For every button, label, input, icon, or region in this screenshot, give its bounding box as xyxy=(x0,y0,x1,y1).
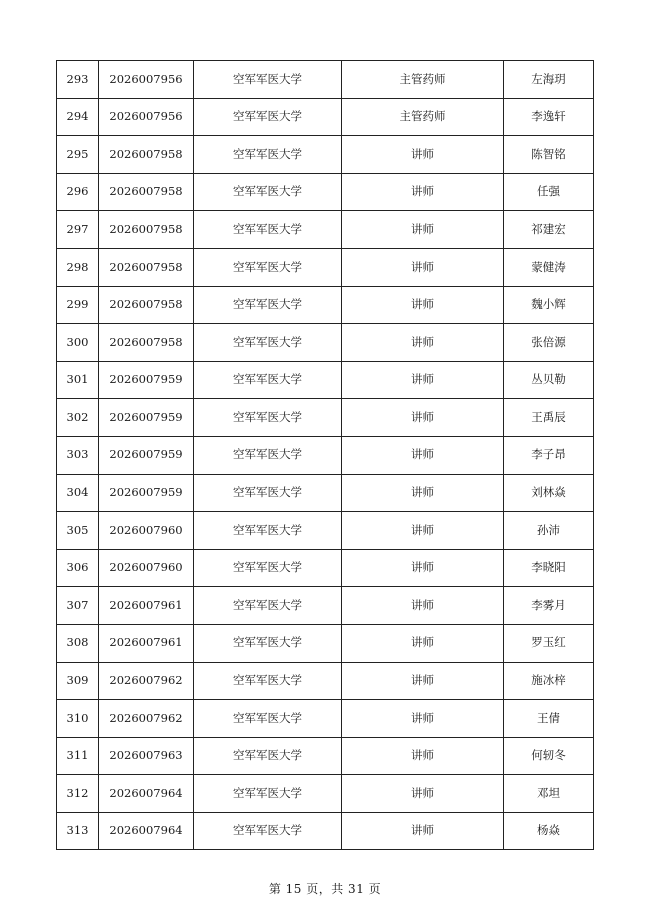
row-number: 310 xyxy=(57,700,99,738)
row-number: 303 xyxy=(57,436,99,474)
roster-table xyxy=(56,60,594,850)
position-code: 2026007959 xyxy=(99,474,194,512)
row-number: 305 xyxy=(57,512,99,550)
position-code: 2026007962 xyxy=(99,700,194,738)
unit-name: 空军军医大学 xyxy=(194,549,342,587)
unit-name: 空军军医大学 xyxy=(194,173,342,211)
unit-name: 空军军医大学 xyxy=(194,248,342,286)
unit-name: 空军军医大学 xyxy=(194,436,342,474)
table-row xyxy=(57,98,594,136)
table-row xyxy=(57,61,594,99)
person-name: 蒙健涛 xyxy=(504,248,594,286)
person-name: 李雾月 xyxy=(504,587,594,625)
person-name: 陈智铭 xyxy=(504,136,594,174)
post-title: 讲师 xyxy=(342,812,504,850)
position-code: 2026007960 xyxy=(99,549,194,587)
table-row xyxy=(57,700,594,738)
person-name: 李晓阳 xyxy=(504,549,594,587)
post-title: 讲师 xyxy=(342,286,504,324)
person-name: 祁建宏 xyxy=(504,211,594,249)
row-number: 298 xyxy=(57,248,99,286)
table-row xyxy=(57,136,594,174)
person-name: 邓坦 xyxy=(504,775,594,813)
post-title: 讲师 xyxy=(342,662,504,700)
table-row xyxy=(57,324,594,362)
position-code: 2026007956 xyxy=(99,98,194,136)
row-number: 308 xyxy=(57,624,99,662)
row-number: 311 xyxy=(57,737,99,775)
position-code: 2026007958 xyxy=(99,324,194,362)
table-row xyxy=(57,587,594,625)
post-title: 讲师 xyxy=(342,173,504,211)
table-row xyxy=(57,624,594,662)
row-number: 295 xyxy=(57,136,99,174)
position-code: 2026007964 xyxy=(99,812,194,850)
person-name: 施冰梓 xyxy=(504,662,594,700)
unit-name: 空军军医大学 xyxy=(194,399,342,437)
table-row xyxy=(57,286,594,324)
post-title: 讲师 xyxy=(342,512,504,550)
unit-name: 空军军医大学 xyxy=(194,324,342,362)
table-row xyxy=(57,361,594,399)
post-title: 讲师 xyxy=(342,248,504,286)
table-row xyxy=(57,173,594,211)
position-code: 2026007960 xyxy=(99,512,194,550)
row-number: 293 xyxy=(57,61,99,99)
table-row xyxy=(57,549,594,587)
person-name: 左海玥 xyxy=(504,61,594,99)
person-name: 罗玉红 xyxy=(504,624,594,662)
post-title: 讲师 xyxy=(342,324,504,362)
table-row xyxy=(57,436,594,474)
post-title: 讲师 xyxy=(342,587,504,625)
post-title: 讲师 xyxy=(342,436,504,474)
table-row xyxy=(57,512,594,550)
row-number: 307 xyxy=(57,587,99,625)
post-title: 讲师 xyxy=(342,474,504,512)
person-name: 刘林焱 xyxy=(504,474,594,512)
person-name: 李逸轩 xyxy=(504,98,594,136)
position-code: 2026007963 xyxy=(99,737,194,775)
person-name: 魏小辉 xyxy=(504,286,594,324)
position-code: 2026007962 xyxy=(99,662,194,700)
roster-table-body xyxy=(57,61,594,850)
unit-name: 空军军医大学 xyxy=(194,775,342,813)
table-row xyxy=(57,248,594,286)
unit-name: 空军军医大学 xyxy=(194,512,342,550)
table-row xyxy=(57,662,594,700)
unit-name: 空军军医大学 xyxy=(194,361,342,399)
person-name: 丛贝勒 xyxy=(504,361,594,399)
table-row xyxy=(57,474,594,512)
post-title: 主管药师 xyxy=(342,98,504,136)
post-title: 讲师 xyxy=(342,737,504,775)
row-number: 301 xyxy=(57,361,99,399)
position-code: 2026007961 xyxy=(99,624,194,662)
position-code: 2026007961 xyxy=(99,587,194,625)
unit-name: 空军军医大学 xyxy=(194,737,342,775)
post-title: 讲师 xyxy=(342,700,504,738)
post-title: 主管药师 xyxy=(342,61,504,99)
unit-name: 空军军医大学 xyxy=(194,662,342,700)
unit-name: 空军军医大学 xyxy=(194,211,342,249)
row-number: 302 xyxy=(57,399,99,437)
row-number: 297 xyxy=(57,211,99,249)
unit-name: 空军军医大学 xyxy=(194,587,342,625)
post-title: 讲师 xyxy=(342,136,504,174)
table-row xyxy=(57,211,594,249)
person-name: 李子昂 xyxy=(504,436,594,474)
post-title: 讲师 xyxy=(342,211,504,249)
post-title: 讲师 xyxy=(342,399,504,437)
person-name: 任强 xyxy=(504,173,594,211)
unit-name: 空军军医大学 xyxy=(194,98,342,136)
person-name: 杨焱 xyxy=(504,812,594,850)
position-code: 2026007959 xyxy=(99,361,194,399)
row-number: 306 xyxy=(57,549,99,587)
position-code: 2026007958 xyxy=(99,136,194,174)
row-number: 312 xyxy=(57,775,99,813)
table-row xyxy=(57,399,594,437)
table-row xyxy=(57,812,594,850)
position-code: 2026007959 xyxy=(99,399,194,437)
row-number: 304 xyxy=(57,474,99,512)
person-name: 张倍源 xyxy=(504,324,594,362)
table-row xyxy=(57,737,594,775)
unit-name: 空军军医大学 xyxy=(194,136,342,174)
unit-name: 空军军医大学 xyxy=(194,812,342,850)
roster-sheet xyxy=(56,60,593,850)
unit-name: 空军军医大学 xyxy=(194,700,342,738)
person-name: 何轫冬 xyxy=(504,737,594,775)
position-code: 2026007958 xyxy=(99,211,194,249)
position-code: 2026007958 xyxy=(99,248,194,286)
unit-name: 空军军医大学 xyxy=(194,624,342,662)
position-code: 2026007964 xyxy=(99,775,194,813)
row-number: 309 xyxy=(57,662,99,700)
position-code: 2026007959 xyxy=(99,436,194,474)
row-number: 299 xyxy=(57,286,99,324)
table-row xyxy=(57,775,594,813)
row-number: 300 xyxy=(57,324,99,362)
post-title: 讲师 xyxy=(342,624,504,662)
post-title: 讲师 xyxy=(342,549,504,587)
position-code: 2026007958 xyxy=(99,173,194,211)
unit-name: 空军军医大学 xyxy=(194,474,342,512)
unit-name: 空军军医大学 xyxy=(194,286,342,324)
post-title: 讲师 xyxy=(342,361,504,399)
page-number-footer: 第 15 页，共 31 页 xyxy=(268,882,382,896)
person-name: 王禹辰 xyxy=(504,399,594,437)
person-name: 孙沛 xyxy=(504,512,594,550)
post-title: 讲师 xyxy=(342,775,504,813)
row-number: 313 xyxy=(57,812,99,850)
row-number: 294 xyxy=(57,98,99,136)
unit-name: 空军军医大学 xyxy=(194,61,342,99)
person-name: 王倩 xyxy=(504,700,594,738)
position-code: 2026007956 xyxy=(99,61,194,99)
position-code: 2026007958 xyxy=(99,286,194,324)
row-number: 296 xyxy=(57,173,99,211)
